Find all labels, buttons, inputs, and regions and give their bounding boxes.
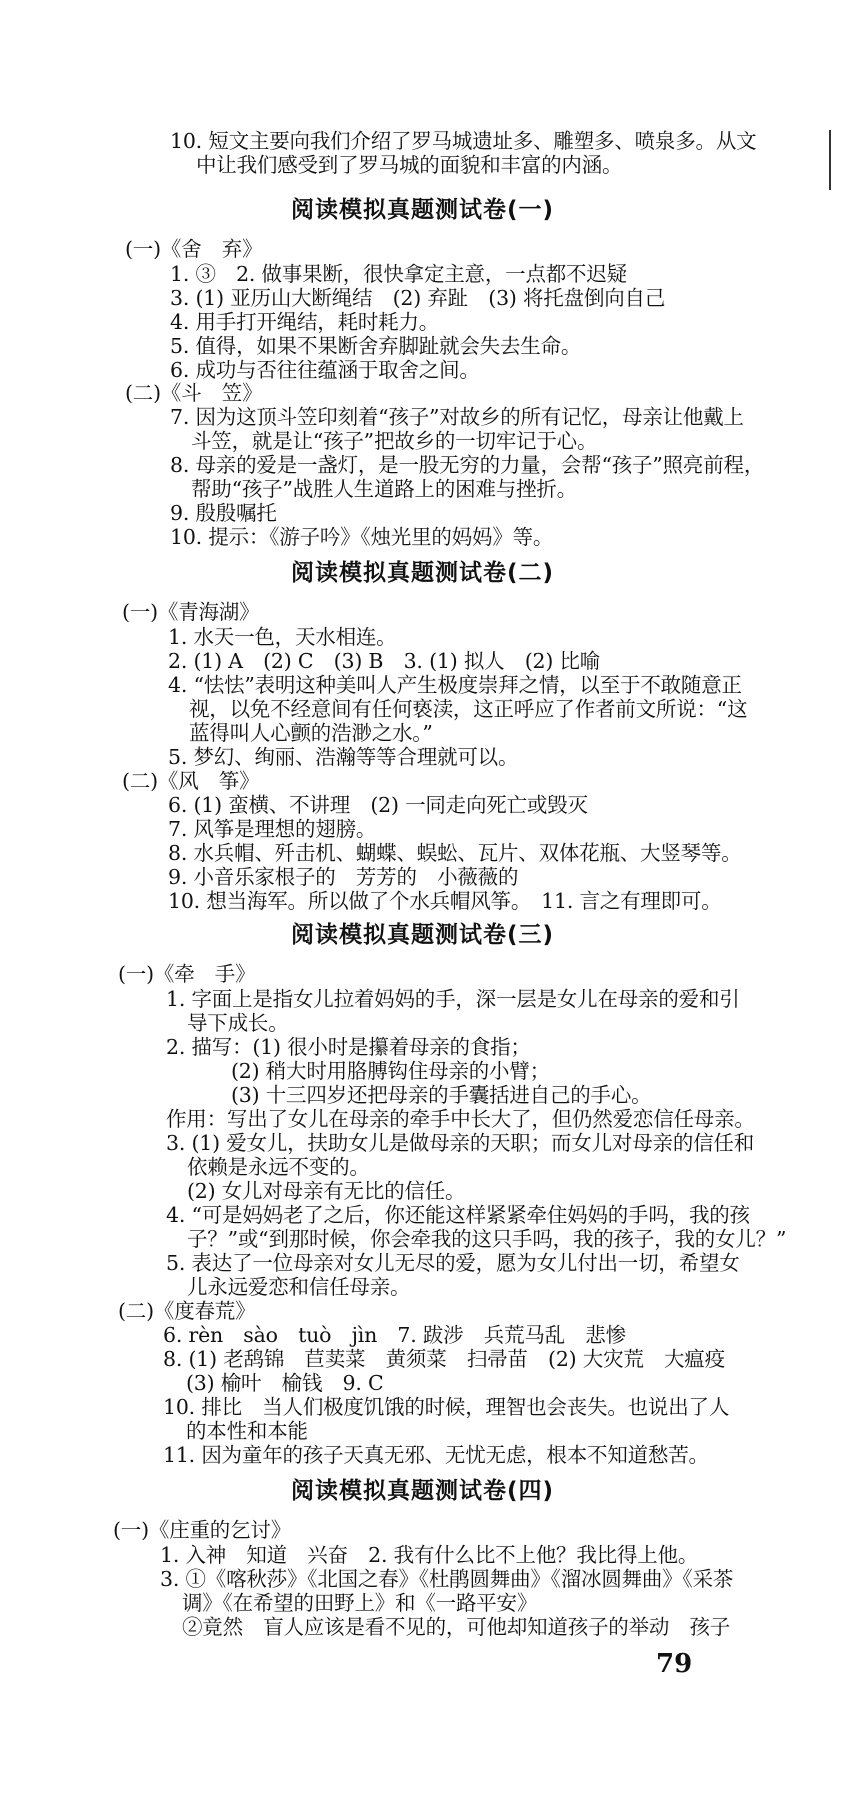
answer-line: 3. (1) 爱女儿，扶助女儿是做母亲的天职；而女儿对母亲的信任和 <box>166 1131 755 1155</box>
passage-heading: (一)《青海湖》 <box>122 600 260 624</box>
passage-heading: (二)《度春荒》 <box>118 1299 256 1323</box>
answer-line: ②竟然 盲人应该是看不见的，可他却知道孩子的举动 孩子 <box>182 1615 731 1639</box>
answer-line: 2. (1) A (2) C (3) B 3. (1) 拟人 (2) 比喻 <box>168 649 601 673</box>
answer-line: 10. 短文主要向我们介绍了罗马城遗址多、雕塑多、喷泉多。从文 <box>170 129 757 153</box>
answer-line: 依赖是永远不变的。 <box>187 1155 370 1179</box>
passage-heading: (二)《风 筝》 <box>122 769 260 793</box>
answer-line: 4. 用手打开绳结，耗时耗力。 <box>170 310 440 334</box>
passage-heading: (一)《庄重的乞讨》 <box>113 1518 291 1542</box>
answer-line: 1. 水天一色，天水相连。 <box>168 625 397 649</box>
section-title: 阅读模拟真题测试卷(一) <box>290 197 555 223</box>
answer-line: 10. 提示：《游子吟》《烛光里的妈妈》等。 <box>170 525 554 549</box>
page-number: 79 <box>656 1649 693 1679</box>
answer-line: 10. 排比 当人们极度饥饿的时候，理智也会丧失。也说出了人 <box>163 1395 730 1419</box>
answer-line: 儿永远爱恋和信任母亲。 <box>187 1275 411 1299</box>
answer-line: 的本性和本能 <box>186 1419 308 1443</box>
answer-line: 6. rèn sào tuò jìn 7. 跋涉 兵荒马乱 悲惨 <box>163 1323 626 1347</box>
answer-line: (3) 榆叶 榆钱 9. C <box>186 1371 384 1395</box>
answer-line: (2) 稍大时用胳膊钩住母亲的小臂； <box>231 1059 550 1083</box>
section-title: 阅读模拟真题测试卷(四) <box>290 1478 555 1504</box>
answer-line: 斗笠，就是让“孩子”把故乡的一切牢记于心。 <box>191 429 598 453</box>
answer-line: 中让我们感受到了罗马城的面貌和丰富的内涵。 <box>196 153 623 177</box>
answer-line: 调》《在希望的田野上》和《一路平安》 <box>182 1591 538 1615</box>
answer-line: (3) 十三四岁还把母亲的手囊括进自己的手心。 <box>231 1083 652 1107</box>
answer-line: 3. (1) 亚历山大断绳结 (2) 弃趾 (3) 将托盘倒向自己 <box>170 286 666 310</box>
answer-line: (2) 女儿对母亲有无比的信任。 <box>187 1179 466 1203</box>
answer-line: 10. 想当海军。所以做了个水兵帽风筝。 11. 言之有理即可。 <box>168 889 722 913</box>
answer-line: 6. (1) 蛮横、不讲理 (2) 一同走向死亡或毁灭 <box>168 793 588 817</box>
passage-heading: (一)《舍 弃》 <box>125 237 263 261</box>
answer-line: 5. 梦幻、绚丽、浩瀚等等合理就可以。 <box>168 745 519 769</box>
answer-line: 5. 表达了一位母亲对女儿无尽的爱，愿为女儿付出一切，希望女 <box>166 1251 740 1275</box>
answer-line: 9. 小音乐家根子的 芳芳的 小薇薇的 <box>168 865 519 889</box>
answer-line: 5. 值得，如果不果断舍弃脚趾就会失去生命。 <box>170 334 582 358</box>
answer-line: 视，以免不经意间有任何亵渎，这正呼应了作者前文所说：“这 <box>189 697 748 721</box>
answer-line: 2. 描写：(1) 很小时是攥着母亲的食指； <box>166 1035 531 1059</box>
answer-line: 蓝得叫人心颤的浩渺之水。” <box>189 721 433 745</box>
answer-line: 7. 因为这顶斗笠印刻着“孩子”对故乡的所有记忆，母亲让他戴上 <box>170 405 744 429</box>
answer-line: 3. ①《喀秋莎》《北国之春》《杜鹃圆舞曲》《溜冰圆舞曲》《采茶 <box>160 1567 734 1591</box>
section-title: 阅读模拟真题测试卷(二) <box>290 560 555 586</box>
answer-line: 8. (1) 老鸹锦 苣荬菜 黄须菜 扫帚苗 (2) 大灾荒 大瘟疫 <box>163 1347 725 1371</box>
answer-line: 帮助“孩子”战胜人生道路上的困难与挫折。 <box>191 477 577 501</box>
passage-heading: (一)《牵 手》 <box>118 962 256 986</box>
answer-line: 1. 入神 知道 兴奋 2. 我有什么比不上他？我比得上他。 <box>160 1543 699 1567</box>
answer-line: 作用：写出了女儿在母亲的牵手中长大了，但仍然爱恋信任母亲。 <box>166 1107 755 1131</box>
answer-line: 9. 殷殷嘱托 <box>170 501 277 525</box>
answer-line: 4. “怯怯”表明这种美叫人产生极度崇拜之情，以至于不敢随意正 <box>168 673 742 697</box>
answer-line: 8. 水兵帽、歼击机、蝴蝶、蜈蚣、瓦片、双体花瓶、大竖琴等。 <box>168 841 742 865</box>
answer-line: 6. 成功与否往往蕴涵于取舍之间。 <box>170 358 480 382</box>
answer-line: 1. 字面上是指女儿拉着妈妈的手，深一层是女儿在母亲的爱和引 <box>166 987 740 1011</box>
answer-line: 8. 母亲的爱是一盏灯，是一股无穷的力量，会帮“孩子”照亮前程， <box>170 453 765 477</box>
answer-line: 7. 风筝是理想的翅膀。 <box>168 817 377 841</box>
answer-line: 1. ③ 2. 做事果断，很快拿定主意，一点都不迟疑 <box>170 262 627 286</box>
passage-heading: (二)《斗 笠》 <box>125 381 263 405</box>
right-edge-mark <box>829 130 831 190</box>
answer-line: 11. 因为童年的孩子天真无邪、无忧无虑，根本不知道愁苦。 <box>163 1443 709 1467</box>
section-title: 阅读模拟真题测试卷(三) <box>290 922 555 948</box>
answer-line: 子？”或“到那时候，你会牵我的这只手吗，我的孩子，我的女儿？” <box>187 1227 787 1251</box>
answer-line: 4. “可是妈妈老了之后，你还能这样紧紧牵住妈妈的手吗，我的孩 <box>166 1203 750 1227</box>
answer-line: 导下成长。 <box>187 1011 289 1035</box>
